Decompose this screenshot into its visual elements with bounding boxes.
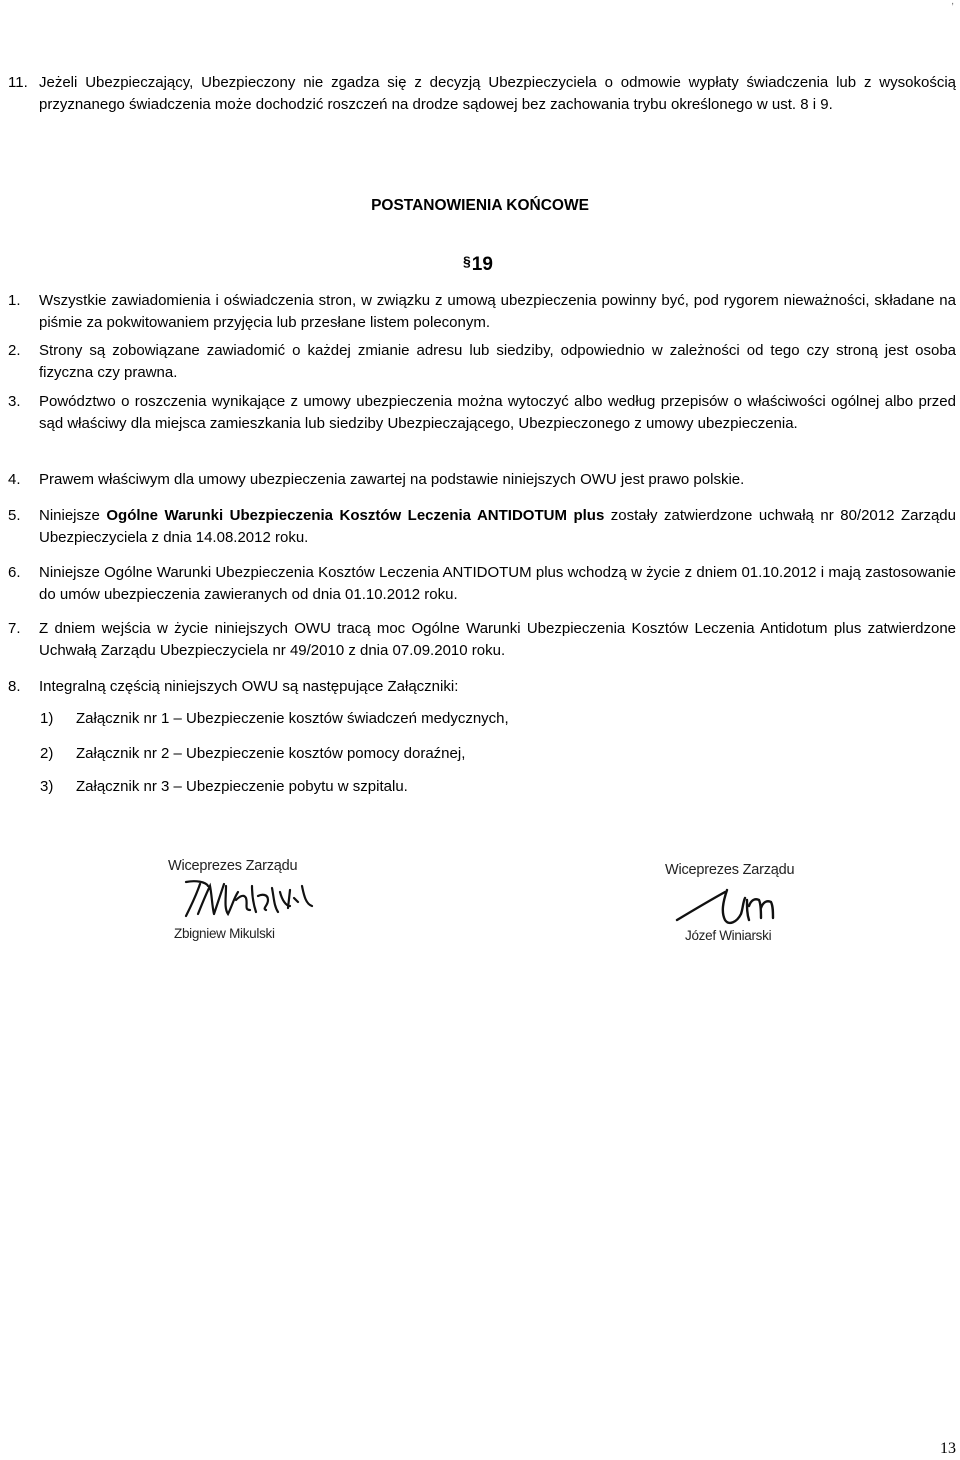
item-number: 8. xyxy=(8,678,21,695)
section-symbol: § xyxy=(463,253,471,269)
handwritten-signature xyxy=(667,880,807,930)
signature-block-left xyxy=(168,858,338,948)
paragraph-text: Jeżeli Ubezpieczający, Ubezpieczony nie zgadza się z decyzją Ubezpieczyciela o odmowie wypłaty świadczenia lub z wysokością przyznanego świadczenia może dochodzić roszczeń na drodze sądowej bez zachowania trybu określonego w ust. 8 i 9. xyxy=(39,74,956,113)
item-text: Z dniem wejścia w życie niniejszych OWU tracą moc Ogólne Warunki Ubezpieczenia Kosztów Leczenia Antidotum plus zatwierdzone Uchwałą Zarządu Ubezpieczyciela nr 49/2010 z dnia 07.09.2010 roku. xyxy=(39,620,956,659)
section-title: POSTANOWIENIA KOŃCOWE xyxy=(371,197,589,214)
section-number xyxy=(463,253,493,276)
item-text: Integralną częścią niniejszych OWU są następujące Załączniki: xyxy=(39,678,459,695)
list-item-2 xyxy=(8,340,956,384)
section-number-value: 19 xyxy=(471,254,493,275)
attachment-item-3 xyxy=(40,776,408,798)
item-text-prefix: Niniejsze xyxy=(39,507,107,524)
attachment-number: 1) xyxy=(40,710,54,727)
item-text-bold: Ogólne Warunki Ubezpieczenia Kosztów Leczenia ANTIDOTUM plus xyxy=(106,507,605,524)
list-item-1 xyxy=(8,290,956,334)
attachment-number: 2) xyxy=(40,745,54,762)
signature-block-right xyxy=(665,862,825,952)
item-number: 1. xyxy=(8,292,21,309)
attachment-text: Załącznik nr 2 – Ubezpieczenie kosztów pomocy doraźnej, xyxy=(76,745,466,762)
list-item-8 xyxy=(8,676,956,698)
attachment-item-1 xyxy=(40,708,509,730)
item-number: 3. xyxy=(8,393,21,410)
item-number: 6. xyxy=(8,564,21,581)
item-number: 5. xyxy=(8,507,21,524)
item-number: 4. xyxy=(8,471,21,488)
item-text-suffix: zostały zatwierdzone uchwałą nr 80/2012 Zarządu Ubezpieczyciela z dnia 14.08.2012 roku. xyxy=(39,507,956,546)
list-item-3 xyxy=(8,391,956,435)
attachment-item-2 xyxy=(40,743,465,765)
paragraph-11 xyxy=(8,72,956,116)
item-number: 2. xyxy=(8,342,21,359)
page-number: 13 xyxy=(940,1440,956,1457)
item-number: 7. xyxy=(8,620,21,637)
list-item-4 xyxy=(8,469,956,491)
item-text: Powództwo o roszczenia wynikające z umowy ubezpieczenia można wytoczyć albo według przepisów o właściwości ogólnej albo przed sąd właściwy dla miejsca zamieszkania lub siedziby Ubezpieczającego, Ubezpieczonego z umowy ubezpieczenia. xyxy=(39,393,956,432)
list-item-6 xyxy=(8,562,956,606)
attachment-text: Załącznik nr 3 – Ubezpieczenie pobytu w szpitalu. xyxy=(76,778,408,795)
attachment-number: 3) xyxy=(40,778,54,795)
item-text: Niniejsze Ogólne Warunki Ubezpieczenia Kosztów Leczenia ANTIDOTUM plus wchodzą w życie z dniem 01.10.2012 i mają zastosowanie do umów ubezpieczenia zawieranych od dnia 01.10.2012 roku. xyxy=(39,564,956,603)
attachment-text: Załącznik nr 1 – Ubezpieczenie kosztów świadczeń medycznych, xyxy=(76,710,509,727)
item-text: Prawem właściwym dla umowy ubezpieczenia zawartej na podstawie niniejszych OWU jest prawo polskie. xyxy=(39,471,745,488)
signature-title: Wiceprezes Zarządu xyxy=(168,858,298,874)
signature-title: Wiceprezes Zarządu xyxy=(665,862,795,878)
handwritten-signature xyxy=(178,876,328,922)
corner-mark: , xyxy=(951,0,954,7)
item-text xyxy=(39,505,956,549)
list-item-5 xyxy=(8,505,956,549)
signature-name: Józef Winiarski xyxy=(685,928,772,943)
paragraph-number: 11. xyxy=(8,74,28,91)
signature-name: Zbigniew Mikulski xyxy=(174,926,275,941)
list-item-7 xyxy=(8,618,956,662)
item-text: Wszystkie zawiadomienia i oświadczenia stron, w związku z umową ubezpieczenia powinny być, pod rygorem nieważności, składane na piśmie za pokwitowaniem przyjęcia lub przesłane listem poleconym. xyxy=(39,292,956,331)
item-text: Strony są zobowiązane zawiadomić o każdej zmianie adresu lub siedziby, odpowiednio w zależności od tego czy stroną jest osoba fizyczna czy prawna. xyxy=(39,342,956,381)
